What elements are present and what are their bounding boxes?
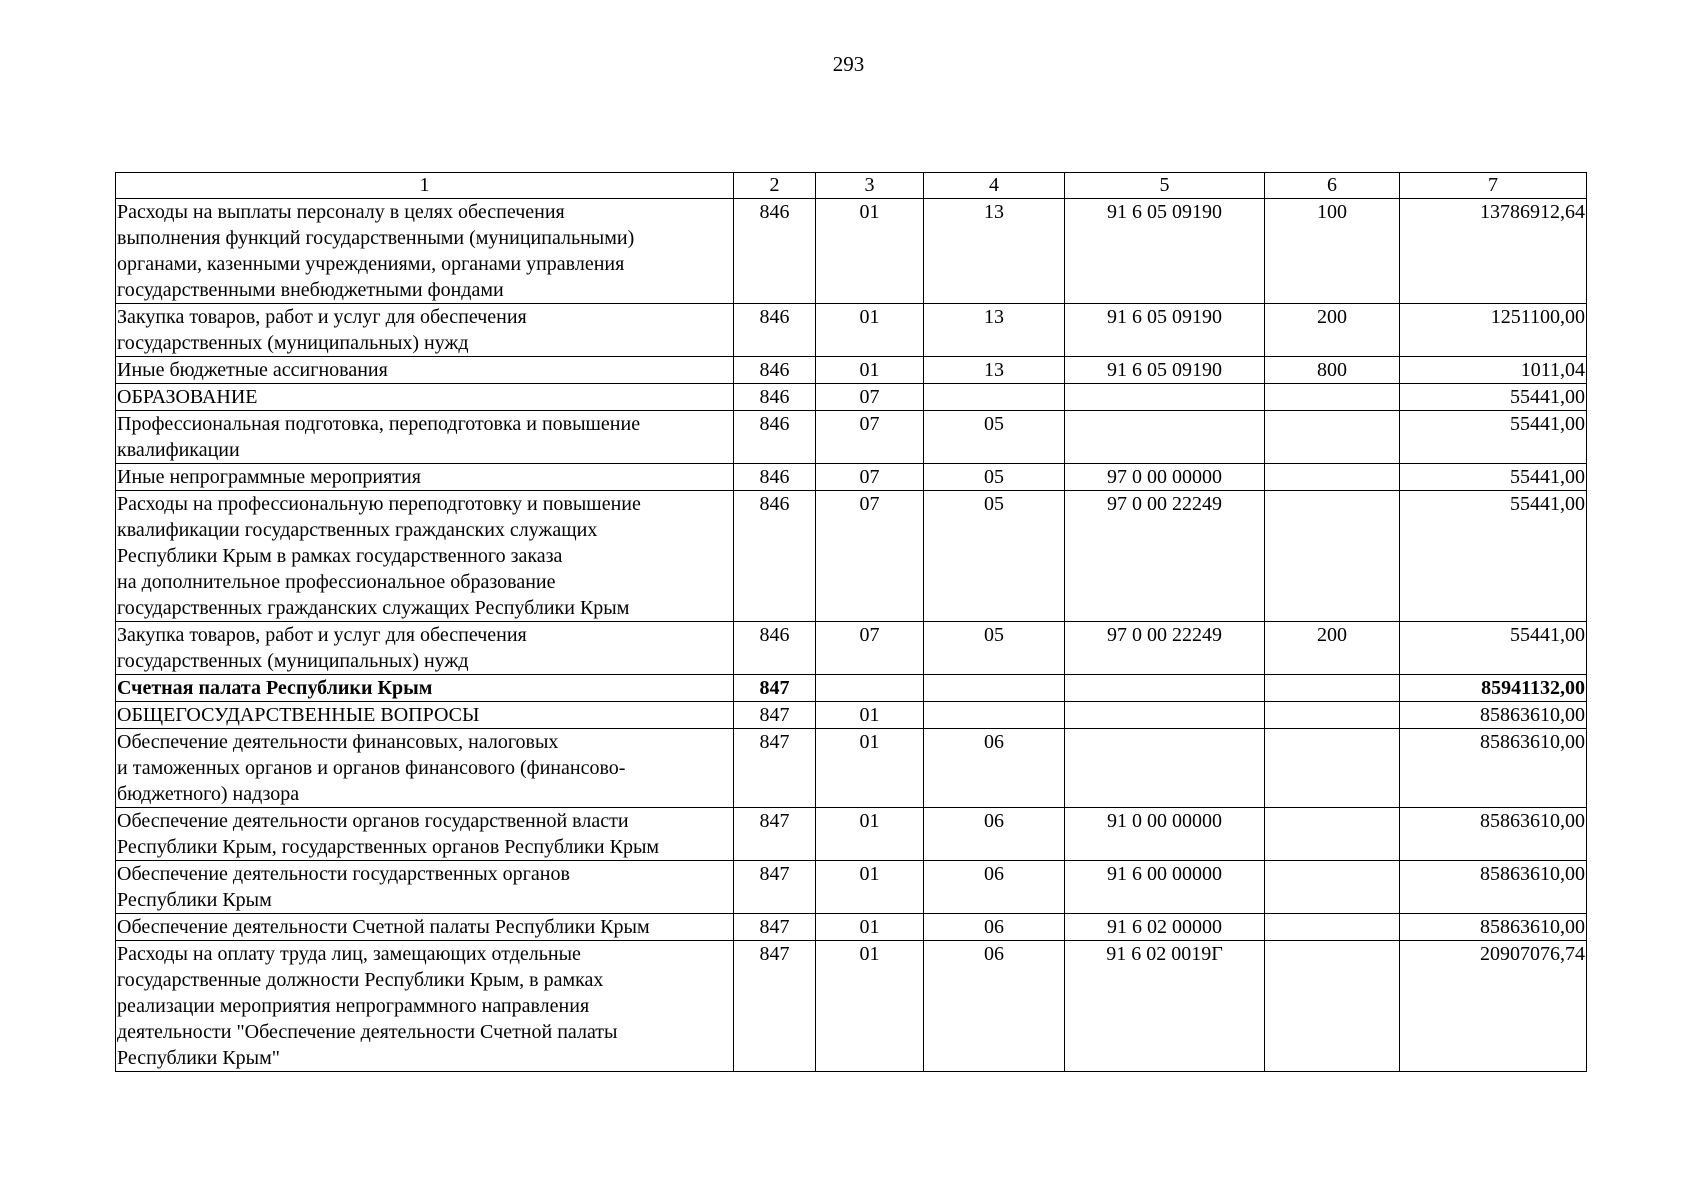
row-description [116,491,734,622]
subsection-code [924,702,1065,729]
expense-type-code [1265,464,1400,491]
target-article-code: 91 0 00 00000 [1065,808,1265,861]
expense-type-code [1265,808,1400,861]
amount: 1251100,00 [1400,304,1587,357]
target-article-code: 91 6 00 00000 [1065,861,1265,914]
description-line: на дополнительное профессиональное образование [117,571,556,593]
subsection-code: 13 [924,304,1065,357]
section-code: 01 [816,914,924,941]
expense-type-code: 200 [1265,304,1400,357]
subsection-code: 05 [924,411,1065,464]
expense-type-code [1265,702,1400,729]
subsection-code [924,675,1065,702]
row-description [116,384,734,411]
ministry-code: 847 [734,861,816,914]
section-code [816,675,924,702]
subsection-code: 13 [924,357,1065,384]
description-line: государственными внебюджетными фондами [117,279,504,301]
amount: 55441,00 [1400,411,1587,464]
description-line: квалификации [117,439,240,461]
subsection-code: 05 [924,491,1065,622]
target-article-code: 91 6 05 09190 [1065,199,1265,304]
target-article-code [1065,729,1265,808]
table-row [116,304,1587,357]
section-code: 07 [816,622,924,675]
section-code: 01 [816,861,924,914]
section-code: 01 [816,808,924,861]
table-row [116,702,1587,729]
ministry-code: 846 [734,357,816,384]
ministry-code: 847 [734,702,816,729]
row-description [116,622,734,675]
table-row [116,941,1587,1072]
target-article-code: 91 6 02 0019Г [1065,941,1265,1072]
row-description [116,199,734,304]
table-row [116,357,1587,384]
budget-table [115,172,1587,1072]
description-line: Республики Крым [117,889,272,911]
description-line: Республики Крым в рамках государственного заказа [117,545,563,567]
section-code: 01 [816,702,924,729]
subsection-code: 05 [924,622,1065,675]
section-code: 01 [816,357,924,384]
row-description [116,702,734,729]
target-article-code: 97 0 00 00000 [1065,464,1265,491]
target-article-code [1065,384,1265,411]
table-row [116,808,1587,861]
subsection-code: 06 [924,914,1065,941]
expense-type-code: 100 [1265,199,1400,304]
amount: 85863610,00 [1400,808,1587,861]
column-header-7: 7 [1400,173,1587,199]
subsection-code: 06 [924,729,1065,808]
expense-type-code [1265,914,1400,941]
subsection-code: 06 [924,861,1065,914]
description-line: Обеспечение деятельности финансовых, налоговых [117,731,559,753]
expense-type-code: 200 [1265,622,1400,675]
section-code: 07 [816,411,924,464]
description-line: реализации мероприятия непрограммного направления [117,995,590,1017]
column-header-4: 4 [924,173,1065,199]
description-line: ОБЩЕГОСУДАРСТВЕННЫЕ ВОПРОСЫ [117,704,480,726]
table-row [116,491,1587,622]
description-line: квалификации государственных гражданских служащих [117,519,598,541]
amount: 85863610,00 [1400,729,1587,808]
description-line: Иные непрограммные мероприятия [117,466,421,488]
description-line: органами, казенными учреждениями, органами управления [117,253,625,275]
target-article-code [1065,411,1265,464]
target-article-code: 91 6 05 09190 [1065,304,1265,357]
target-article-code [1065,702,1265,729]
ministry-code: 847 [734,675,816,702]
table-row [116,622,1587,675]
table-row [116,729,1587,808]
ministry-code: 846 [734,464,816,491]
description-line: бюджетного) надзора [117,783,300,805]
amount: 1011,04 [1400,357,1587,384]
description-line: деятельности "Обеспечение деятельности Счетной палаты [117,1021,618,1043]
description-line: Обеспечение деятельности Счетной палаты Республики Крым [117,916,650,938]
amount: 55441,00 [1400,491,1587,622]
subsection-code: 05 [924,464,1065,491]
table-row [116,861,1587,914]
section-code: 07 [816,464,924,491]
column-header-6: 6 [1265,173,1400,199]
row-description [116,464,734,491]
subsection-code: 06 [924,941,1065,1072]
row-description [116,808,734,861]
section-code: 01 [816,199,924,304]
description-line: государственных (муниципальных) нужд [117,332,469,354]
section-code: 07 [816,384,924,411]
description-line: Обеспечение деятельности государственных органов [117,863,570,885]
column-header-2: 2 [734,173,816,199]
table-row [116,199,1587,304]
amount: 55441,00 [1400,384,1587,411]
target-article-code: 97 0 00 22249 [1065,491,1265,622]
table-row [116,384,1587,411]
ministry-code: 847 [734,914,816,941]
description-line: Расходы на выплаты персоналу в целях обеспечения [117,201,565,223]
row-description [116,357,734,384]
section-code: 01 [816,304,924,357]
column-header-5: 5 [1065,173,1265,199]
amount: 13786912,64 [1400,199,1587,304]
column-header-3: 3 [816,173,924,199]
description-line: государственных гражданских служащих Республики Крым [117,597,630,619]
subsection-code [924,384,1065,411]
expense-type-code: 800 [1265,357,1400,384]
expense-type-code [1265,384,1400,411]
table-row [116,675,1587,702]
expense-type-code [1265,941,1400,1072]
expense-type-code [1265,675,1400,702]
subsection-code: 06 [924,808,1065,861]
row-description [116,861,734,914]
target-article-code: 97 0 00 22249 [1065,622,1265,675]
description-line: государственных (муниципальных) нужд [117,650,469,672]
description-line: Профессиональная подготовка, переподготовка и повышение [117,413,641,435]
page-number: 293 [832,52,865,76]
target-article-code: 91 6 02 00000 [1065,914,1265,941]
ministry-code: 847 [734,729,816,808]
description-line: ОБРАЗОВАНИЕ [117,386,258,408]
row-description [116,941,734,1072]
amount: 55441,00 [1400,464,1587,491]
table-row [116,914,1587,941]
subsection-code: 13 [924,199,1065,304]
ministry-code: 846 [734,304,816,357]
amount: 55441,00 [1400,622,1587,675]
description-line: Республики Крым" [117,1047,280,1069]
amount: 85941132,00 [1400,675,1587,702]
expense-type-code [1265,411,1400,464]
target-article-code: 91 6 05 09190 [1065,357,1265,384]
ministry-code: 846 [734,411,816,464]
table-row [116,464,1587,491]
row-description [116,914,734,941]
description-line: и таможенных органов и органов финансового (финансово- [117,757,626,779]
amount: 85863610,00 [1400,861,1587,914]
row-description [116,675,734,702]
description-line: государственные должности Республики Крым, в рамках [117,969,604,991]
description-line: Обеспечение деятельности органов государственной власти [117,810,629,832]
header-row [116,173,1587,199]
target-article-code [1065,675,1265,702]
amount: 85863610,00 [1400,914,1587,941]
ministry-code: 846 [734,622,816,675]
row-description [116,411,734,464]
description-line: Республики Крым, государственных органов Республики Крым [117,836,660,858]
row-description [116,304,734,357]
ministry-code: 847 [734,941,816,1072]
description-line: Закупка товаров, работ и услуг для обеспечения [117,306,527,328]
amount: 20907076,74 [1400,941,1587,1072]
description-line: Расходы на оплату труда лиц, замещающих отдельные [117,943,581,965]
row-description [116,729,734,808]
description-line: Закупка товаров, работ и услуг для обеспечения [117,624,527,646]
expense-type-code [1265,491,1400,622]
ministry-code: 846 [734,491,816,622]
table-body [116,199,1587,1072]
ministry-code: 846 [734,384,816,411]
expense-type-code [1265,861,1400,914]
expense-type-code [1265,729,1400,808]
ministry-code: 846 [734,199,816,304]
amount: 85863610,00 [1400,702,1587,729]
description-line: Расходы на профессиональную переподготовку и повышение [117,493,641,515]
section-code: 01 [816,729,924,808]
description-line: Иные бюджетные ассигнования [117,359,388,381]
ministry-code: 847 [734,808,816,861]
section-code: 07 [816,491,924,622]
table-row [116,411,1587,464]
description-line: Счетная палата Республики Крым [117,677,433,699]
section-code: 01 [816,941,924,1072]
description-line: выполнения функций государственными (муниципальными) [117,227,635,249]
column-header-1: 1 [116,173,734,199]
